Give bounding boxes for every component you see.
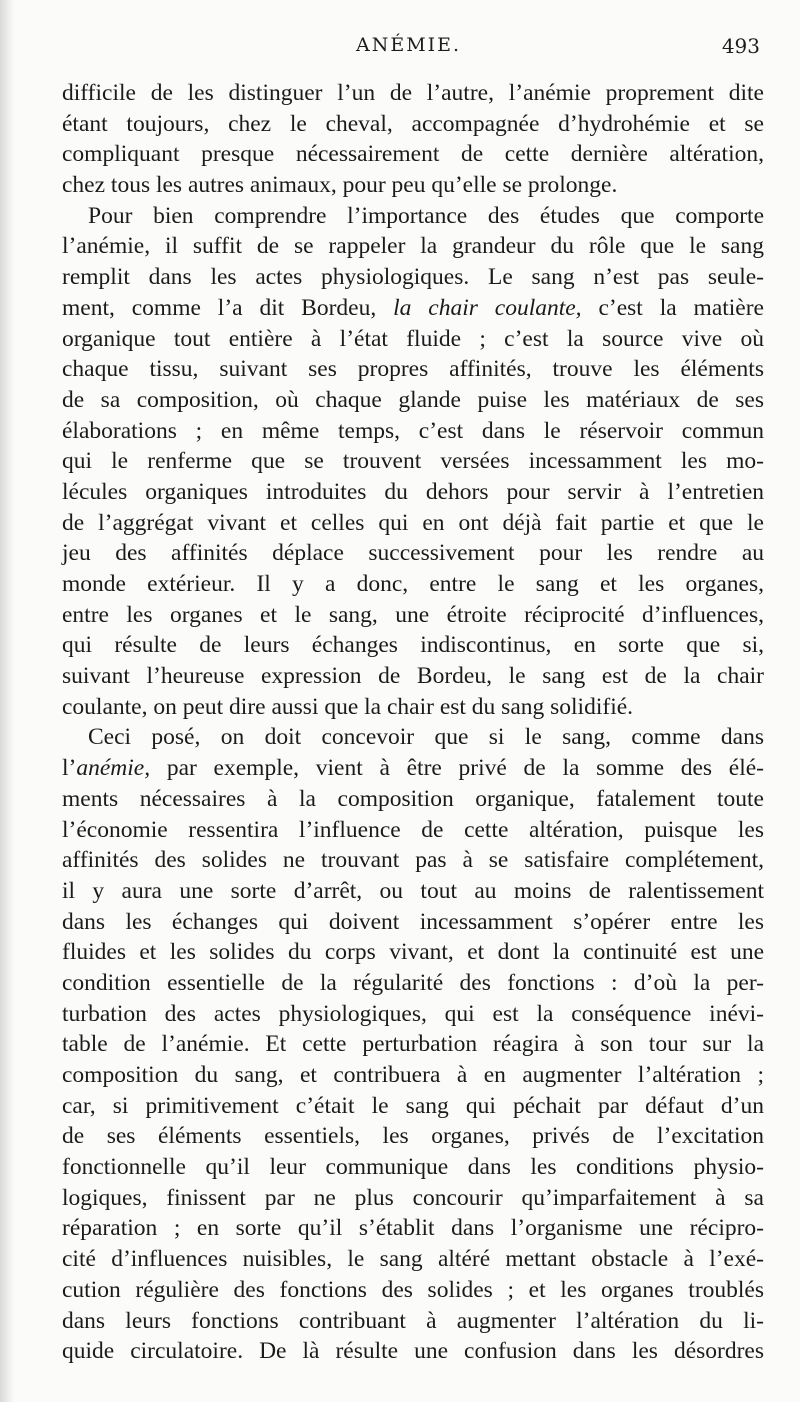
text-line: de l’aggrégat vivant et celles qui en ont déjà fait partie et que le xyxy=(62,509,764,536)
text-line: cité d’influences nuisibles, le sang altéré mettant obstacle à l’exé- xyxy=(62,1246,764,1273)
running-title: ANÉMIE. xyxy=(356,34,462,56)
text-line: de sa composition, où chaque glande puise les matériaux de ses xyxy=(62,386,764,413)
text-line: réparation ; en sorte qu’il s’établit dans l’organisme une récipro- xyxy=(62,1215,764,1242)
text-line: suivant l’heureuse expression de Bordeu, le sang est de la chair xyxy=(62,663,764,690)
text-line: dans leurs fonctions contribuant à augmenter l’altération du li- xyxy=(62,1307,764,1334)
paragraph xyxy=(62,722,764,1366)
page-gutter-shadow xyxy=(0,0,14,1402)
paragraph xyxy=(62,78,764,201)
text-line: monde extérieur. Il y a donc, entre le sang et les organes, xyxy=(62,571,764,597)
text-line: il y aura une sorte d’arrêt, ou tout au moins de ralentissement xyxy=(62,877,764,904)
text-line: quide circulatoire. De là résulte une confusion dans les désordres xyxy=(62,1338,764,1365)
text-line: l’anémie, par exemple, vient à être privé de la somme des élé- xyxy=(62,755,764,782)
text-line: de ses éléments essentiels, les organes, privés de l’excitation xyxy=(62,1123,764,1150)
text-line: l’économie ressentira l’influence de cette altération, puisque les xyxy=(62,816,764,843)
text-line: composition du sang, et contribuera à en augmenter l’altération ; xyxy=(62,1062,764,1088)
text-line: condition essentielle de la régularité des fonctions : d’où la per- xyxy=(62,969,764,996)
italic-phrase: anémie, xyxy=(76,755,151,782)
text-line: ment, comme l’a dit Bordeu, la chair coulante, c’est la matière xyxy=(62,294,764,321)
text-line: lécules organiques introduites du dehors pour servir à l’entretien xyxy=(62,478,764,505)
text-line: qui résulte de leurs échanges indiscontinus, en sorte que si, xyxy=(62,632,764,659)
text-line: table de l’anémie. Et cette perturbation réagira à son tour sur la xyxy=(62,1031,764,1058)
text-line: jeu des affinités déplace successivement pour les rendre au xyxy=(62,540,764,567)
text-line: qui le renferme que se trouvent versées incessamment les mo- xyxy=(62,448,764,475)
text-line: compliquant presque nécessairement de cette dernière altération, xyxy=(62,141,764,168)
text-line: car, si primitivement c’était le sang qui péchait par défaut d’un xyxy=(62,1092,764,1119)
paragraph xyxy=(62,201,764,723)
page-header xyxy=(0,34,800,64)
text-line: Pour bien comprendre l’importance des études que comporte xyxy=(88,202,764,229)
text-line: entre les organes et le sang, une étroite réciprocité d’influences, xyxy=(62,601,764,628)
text-line: dans les échanges qui doivent incessamment s’opérer entre les xyxy=(62,908,764,935)
text-line: l’anémie, il suffit de se rappeler la grandeur du rôle que le sang xyxy=(62,233,764,260)
text-line: affinités des solides ne trouvant pas à se satisfaire complétement, xyxy=(62,847,764,874)
text-line: élaborations ; en même temps, c’est dans le réservoir commun xyxy=(62,417,764,444)
text-line: remplit dans les actes physiologiques. Le sang n’est pas seule- xyxy=(62,264,764,291)
text-line: coulante, on peut dire aussi que la chair est du sang solidifié. xyxy=(62,693,634,720)
italic-phrase: la chair coulante, xyxy=(393,294,582,321)
body-text xyxy=(62,78,764,1367)
text-line: chez tous les autres animaux, pour peu qu’elle se prolonge. xyxy=(62,172,618,199)
text-line: chaque tissu, suivant ses propres affinités, trouve les éléments xyxy=(62,356,764,383)
text-line: turbation des actes physiologiques, qui est la conséquence inévi- xyxy=(62,1000,764,1027)
text-line: Ceci posé, on doit concevoir que si le sang, comme dans xyxy=(88,724,764,751)
text-line: fonctionnelle qu’il leur communique dans les conditions physio- xyxy=(62,1154,764,1181)
text-line: difficile de les distinguer l’un de l’autre, l’anémie proprement dite xyxy=(62,80,764,106)
text-line: fluides et les solides du corps vivant, et dont la continuité est une xyxy=(62,939,764,966)
text-line: logiques, finissent par ne plus concourir qu’imparfaitement à sa xyxy=(62,1184,764,1211)
text-line: organique tout entière à l’état fluide ; c’est la source vive où xyxy=(62,325,764,352)
text-line: étant toujours, chez le cheval, accompagnée d’hydrohémie et se xyxy=(62,110,764,137)
text-line: cution régulière des fonctions des solides ; et les organes troublés xyxy=(62,1276,764,1303)
text-line: ments nécessaires à la composition organique, fatalement toute xyxy=(62,785,764,812)
page-number: 493 xyxy=(721,34,760,58)
